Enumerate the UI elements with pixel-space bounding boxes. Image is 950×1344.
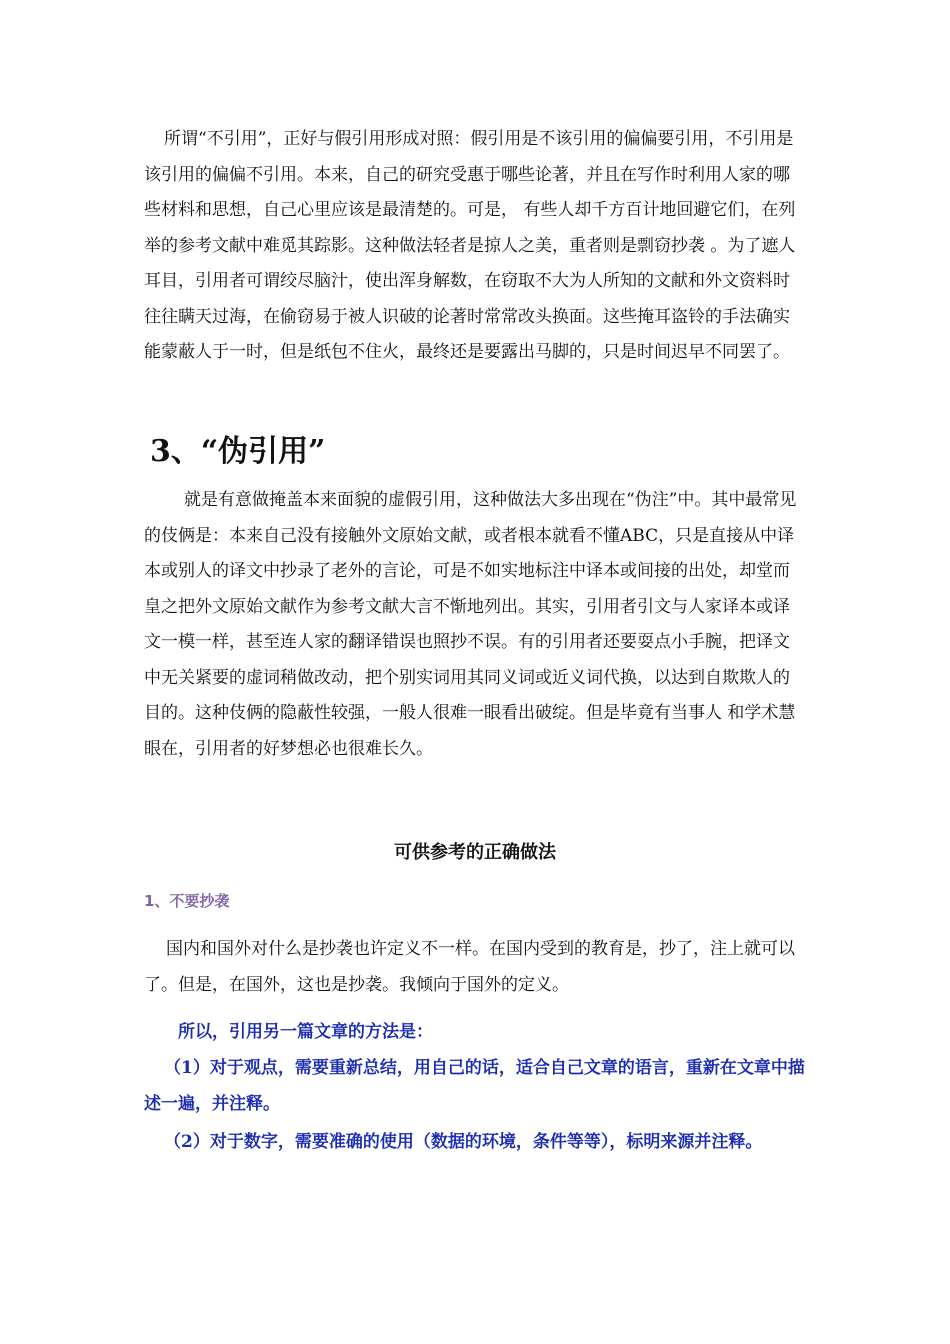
subheading-correct-practice: 可供参考的正确做法 bbox=[394, 842, 556, 863]
heading-fake-citation: 3、“伪引用” bbox=[150, 434, 326, 469]
blue-intro-line: 所以，引用另一篇文章的方法是： bbox=[178, 1022, 433, 1042]
blue-rule-opinions: （1）对于观点，需要重新总结，用自己的话，适合自己文章的语言，重新在文章中描述一遍，并注释。 bbox=[144, 1058, 805, 1114]
section-heading-no-plagiarism: 1、不要抄袭 bbox=[144, 892, 230, 910]
paragraph-plagiarism-definition: 国内和国外对什么是抄袭也许定义不一样。在国内受到的教育是，抄了，注上就可以了。但是，在国外，这也是抄袭。我倾向于国外的定义。 bbox=[144, 939, 795, 995]
paragraph-not-citing: 所谓“不引用”，正好与假引用形成对照：假引用是不该引用的偏偏要引用，不引用是该引用的偏偏不引用。本来，自己的研究受惠于哪些论著，并且在写作时利用人家的哪些材料和思想，自己心里应该是最清楚的。可是， 有些人却千方百计地回避它们，在列举的参考文献中难觅其踪影。这种做法轻者是掠人之美，重者则是剽窃抄袭 。为了遮人耳目，引用者可谓绞尽脑汁，使出浑身解数，在窃取不大为人所知的文献和外文资料时往往瞒天过海，在偷窃易于被人识破的论著时常常改头换面。这些掩耳盗铃的手法确实能蒙蔽人于一时，但是纸包不住火，最终还是要露出马脚的，只是时间迟早不同罢了。 bbox=[144, 129, 796, 362]
blue-rule-numbers: （2）对于数字，需要准确的使用（数据的环境，条件等等），标明来源并注释。 bbox=[164, 1132, 763, 1152]
paragraph-fake-citation: 就是有意做掩盖本来面貌的虚假引用，这种做法大多出现在“伪注”中。其中最常见的伎俩是：本来自己没有接触外文原始文献，或者根本就看不懂ABC，只是直接从中译本或别人的译文中抄录了老外的言论，可是不如实地标注中译本或间接的出处，却堂而皇之把外文原始文献作为参考文献大言不惭地列出。其实，引用者引文与人家译本或译文一模一样，甚至连人家的翻译错误也照抄不误。有的引用者还要耍点小手腕，把译文中无关紧要的虚词稍做改动，把个别实词用其同义词或近义词代换，以达到自欺欺人的目的。这种伎俩的隐蔽性较强，一般人很难一眼看出破绽。但是毕竟有当事人 和学术慧眼在，引用者的好梦想必也很难长久。 bbox=[144, 490, 797, 759]
